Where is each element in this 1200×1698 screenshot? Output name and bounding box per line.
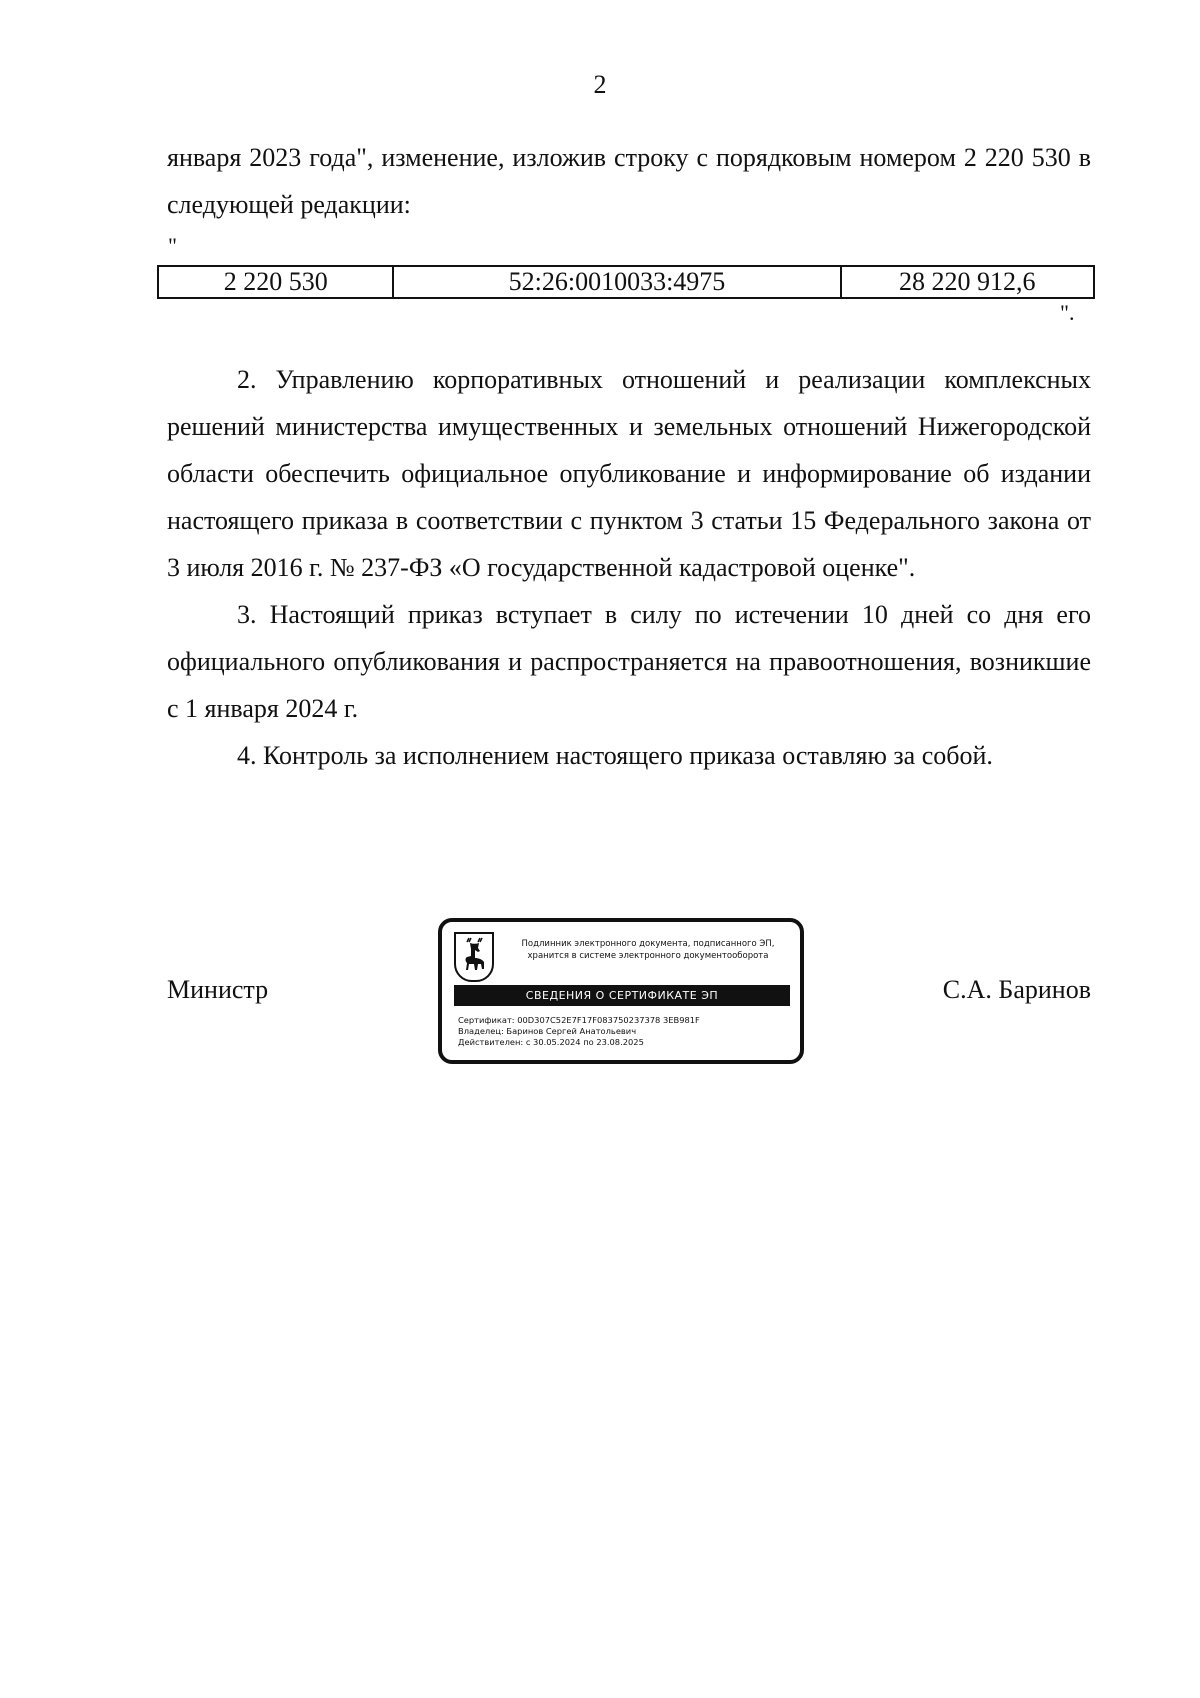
certificate-validity: Действителен: с 30.05.2024 по 23.08.2025 xyxy=(458,1037,644,1047)
main-body xyxy=(167,356,1091,779)
intro-text: января 2023 года", изменение, изложив строку с порядковым номером 2 220 530 в следующей редакции: xyxy=(167,143,1091,219)
certificate-owner: Владелец: Баринов Сергей Анатольевич xyxy=(458,1026,637,1036)
cadastral-number-cell: 52:26:0010033:4975 xyxy=(393,266,840,298)
certificate-serial: Сертификат: 00D307C52E7F17F083750237378 3EB981F xyxy=(458,1015,700,1025)
signatory-name: С.А. Баринов xyxy=(942,975,1091,1004)
certificate-details xyxy=(458,1015,794,1048)
stamp-header-line-1: Подлинник электронного документа, подписанного ЭП, xyxy=(521,939,775,949)
paragraph-3: 3. Настоящий приказ вступает в силу по истечении 10 дней со дня его официального опубликования и распространяется на правоотношения, возникшие с 1 января 2024 г. xyxy=(167,600,1091,723)
deer-emblem-icon xyxy=(454,932,494,982)
stamp-header xyxy=(500,938,796,962)
page-number: 2 xyxy=(593,70,607,99)
record-number-cell: 2 220 530 xyxy=(158,266,393,298)
signatory-title: Министр xyxy=(167,975,269,1004)
opening-quote: " xyxy=(168,233,177,258)
e-signature-stamp xyxy=(438,918,804,1064)
closing-quote: ". xyxy=(1060,300,1075,325)
paragraph-4: 4. Контроль за исполнением настоящего приказа оставляю за собой. xyxy=(237,741,993,770)
stamp-header-line-2: хранится в системе электронного документооборота xyxy=(527,951,769,961)
cadastral-value-cell: 28 220 912,6 xyxy=(841,266,1095,298)
record-table xyxy=(157,265,1095,299)
table-row xyxy=(158,266,1094,298)
certificate-info-bar: СВЕДЕНИЯ О СЕРТИФИКАТЕ ЭП xyxy=(454,985,790,1006)
paragraph-2: 2. Управлению корпоративных отношений и реализации комплексных решений министерства имущественных и земельных отношений Нижегородской области обеспечить официальное опубликование и информирование об издании настоящего приказа в соответствии с пунктом 3 статьи 15 Федерального закона от 3 июля 2016 г. № 237-ФЗ «О государственной кадастровой оценке". xyxy=(167,365,1091,582)
